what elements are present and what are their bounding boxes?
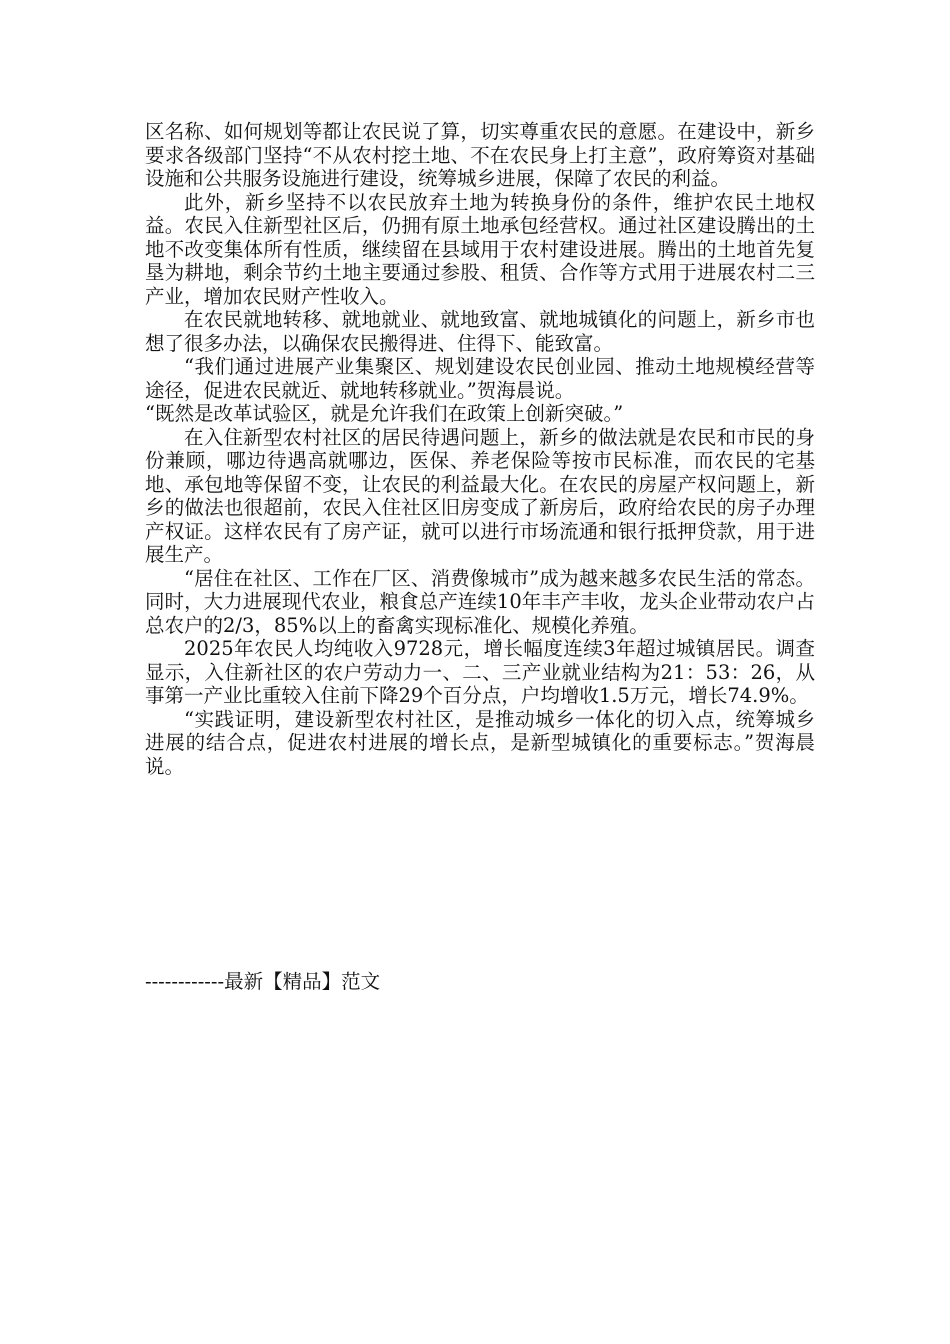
paragraph-3: 在农民就地转移、就地就业、就地致富、就地城镇化的问题上，新乡市也想了很多办法，以确保农民搬得进、住得下、能致富。 (145, 308, 815, 355)
paragraph-4: “我们通过进展产业集聚区、规划建设农民创业园、推动土地规模经营等途径，促进农民就近、就地转移就业。”贺海晨说。 (145, 355, 815, 402)
paragraph-8: 2025年农民人均纯收入9728元，增长幅度连续3年超过城镇居民。调查显示，入住新社区的农户劳动力一、二、三产业就业结构为21：53：26，从事第一产业比重较入住前下降29个百分点，户均增收1.5万元，增长74.9%。 (145, 637, 815, 707)
document-footer: ------------最新【精品】范文 (145, 970, 381, 993)
paragraph-9: “实践证明，建设新型农村社区，是推动城乡一体化的切入点，统筹城乡进展的结合点，促进农村进展的增长点，是新型城镇化的重要标志。”贺海晨说。 (145, 707, 815, 778)
paragraph-5: “既然是改革试验区，就是允许我们在政策上创新突破。” (145, 402, 624, 425)
paragraph-2: 此外，新乡坚持不以农民放弃土地为转换身份的条件，维护农民土地权益。农民入住新型社区后，仍拥有原土地承包经营权。通过社区建设腾出的土地不改变集体所有性质，继续留在县域用于农村建设进展。腾出的土地首先复垦为耕地，剩余节约土地主要通过参股、租赁、合作等方式用于进展农村二三产业，增加农民财产性收入。 (145, 190, 815, 308)
document-body (145, 120, 815, 778)
paragraph-6: 在入住新型农村社区的居民待遇问题上，新乡的做法就是农民和市民的身份兼顾，哪边待遇高就哪边，医保、养老保险等按市民标准，而农民的宅基地、承包地等保留不变，让农民的利益最大化。在农民的房屋产权问题上，新乡的做法也很超前，农民入住社区旧房变成了新房后，政府给农民的房子办理产权证。这样农民有了房产证，就可以进行市场流通和银行抵押贷款，用于进展生产。 (145, 425, 815, 566)
paragraph-7: “居住在社区、工作在厂区、消费像城市”成为越来越多农民生活的常态。同时，大力进展现代农业，粮食总产连续10年丰产丰收，龙头企业带动农户占总农户的2/3，85%以上的畜禽实现标准化、规模化养殖。 (145, 566, 815, 637)
paragraph-1: 区名称、如何规划等都让农民说了算，切实尊重农民的意愿。在建设中，新乡要求各级部门坚持“不从农村挖土地、不在农民身上打主意”，政府筹资对基础设施和公共服务设施进行建设，统筹城乡进展，保障了农民的利益。 (145, 120, 815, 190)
